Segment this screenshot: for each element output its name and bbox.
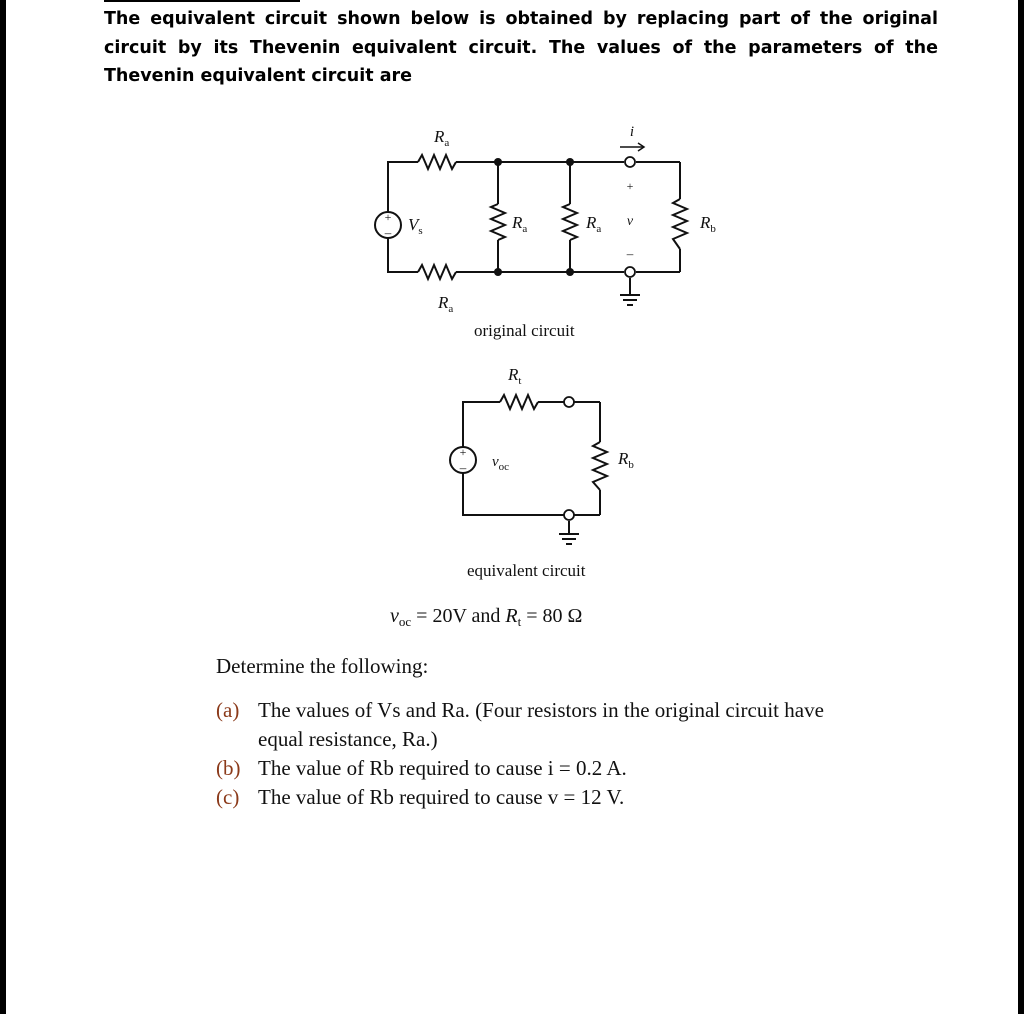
question-part-b: (b) The value of Rb required to cause i = 0.2 A. — [216, 756, 627, 780]
svg-text:Ra: $R_a$ — [438, 293, 454, 315]
svg-text:Rb: $R_b$ — [700, 213, 716, 235]
terminal-top — [625, 157, 635, 167]
voltage-label: v — [626, 214, 634, 229]
voc-label: v — [492, 454, 499, 470]
resistor-rb — [673, 199, 687, 249]
svg-text:voc: $v_{oc}$ — [492, 454, 510, 473]
voc-minus-sign: – — [459, 460, 467, 475]
question-part-a: (a) The values of Vs and Ra. (Four resistors in the original circuit have equal resistance, Ra.) — [216, 698, 824, 751]
voc-plus-sign: + — [459, 445, 467, 459]
ra-bottom-label: R — [438, 293, 449, 312]
question-heading: Determine the following: — [216, 654, 429, 678]
svg-text:Ra: $R_a$ — [434, 127, 450, 149]
terminal-bottom — [564, 510, 574, 520]
v-plus-sign: + — [626, 179, 634, 193]
terminal-bottom — [625, 267, 635, 277]
svg-text:Ra: $R_a$ — [586, 213, 602, 235]
svg-text:Vs: $V_s$ — [408, 215, 423, 237]
top-wire — [388, 162, 418, 212]
rt-label: R — [508, 365, 519, 384]
svg-text:Rb: $R_b$ — [618, 449, 634, 471]
terminal-top — [564, 397, 574, 407]
vs-minus-sign: – — [384, 225, 392, 240]
svg-text:Ra: $R_a$ — [512, 213, 528, 235]
current-label: i — [629, 124, 635, 140]
original-circuit-diagram — [366, 115, 726, 315]
top-rule — [104, 0, 300, 2]
resistor-rb — [593, 442, 607, 490]
resistor-ra-shunt-2 — [563, 204, 577, 240]
equivalent-circuit-caption: equivalent circuit — [467, 561, 586, 580]
ra-shunt-2-label: R — [586, 213, 597, 232]
question-part-c: (c) The value of Rb required to cause v = 12 V. — [216, 785, 625, 809]
svg-text:Rt: $R_t$ — [508, 365, 522, 387]
resistor-ra-shunt-1 — [491, 204, 505, 240]
original-circuit-caption: original circuit — [474, 321, 575, 340]
ra-shunt-1-label: R — [512, 213, 523, 232]
resistor-rt — [500, 395, 538, 409]
document-page — [6, 0, 1018, 1014]
thevenin-values: $v_{oc} = 20V$ and $R_t = 80$ Ω — [390, 605, 583, 629]
ra-top-label: R — [434, 127, 445, 146]
equivalent-circuit-diagram — [436, 360, 656, 560]
vs-plus-sign: + — [384, 210, 392, 224]
rb-label: R — [700, 213, 711, 232]
vs-label: V — [408, 215, 419, 234]
v-minus-sign: – — [626, 246, 634, 261]
resistor-ra-top — [418, 155, 456, 169]
question-parts — [216, 696, 856, 812]
resistor-ra-bottom — [418, 265, 456, 279]
rb-label: R — [618, 449, 629, 468]
problem-intro: The equivalent circuit shown below is obtained by replacing part of the original circuit by its Thevenin equivalent circuit. The values of the parameters of the Thevenin equivalent circuit are — [104, 9, 938, 86]
